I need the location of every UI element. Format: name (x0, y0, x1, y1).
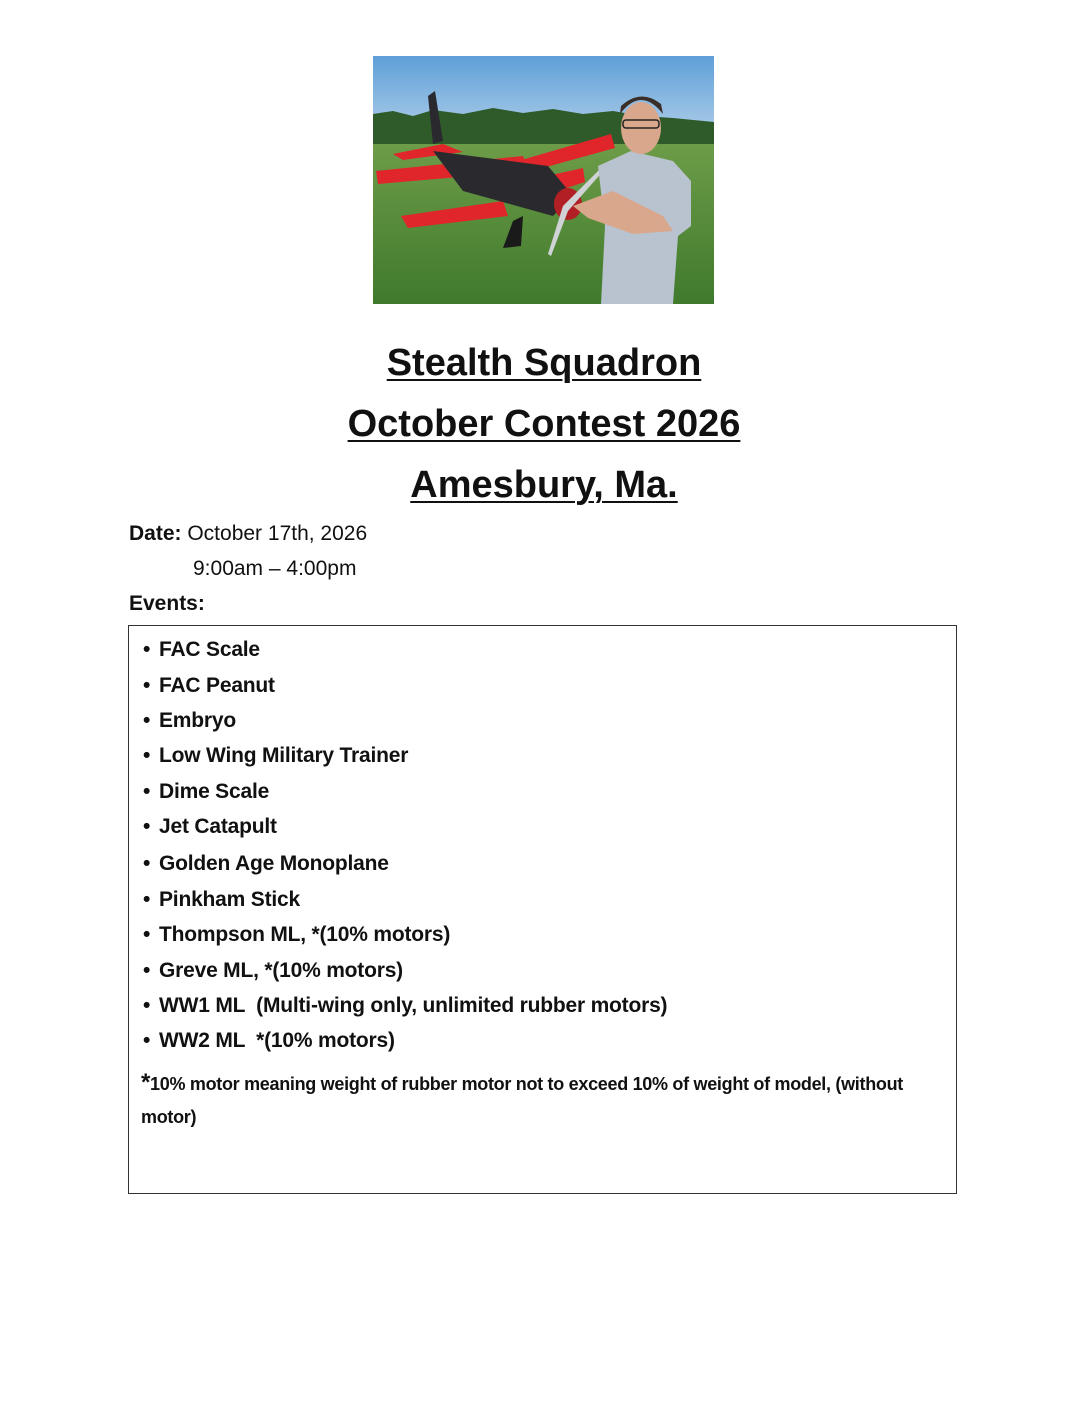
event-label: Low Wing Military Trainer (159, 744, 409, 767)
bullet-icon: • (143, 815, 151, 838)
events-label: Events: (129, 592, 205, 615)
event-item (143, 959, 403, 983)
event-label: Embryo (159, 709, 236, 732)
bullet-icon: • (143, 780, 151, 803)
event-item (143, 815, 277, 839)
event-item (143, 638, 260, 662)
bullet-icon: • (143, 709, 151, 732)
bullet-icon: • (143, 852, 151, 875)
event-item (143, 780, 269, 804)
date-value: October 17th, 2026 (181, 522, 368, 545)
bullet-icon: • (143, 638, 151, 661)
event-label: WW2 ML *(10% motors) (159, 1029, 395, 1052)
bullet-icon: • (143, 888, 151, 911)
event-label: Jet Catapult (159, 815, 277, 838)
event-label: WW1 ML (Multi-wing only, unlimited rubber motors) (159, 994, 668, 1017)
event-item (143, 674, 275, 698)
asterisk-icon: * (141, 1069, 151, 1096)
footnote (141, 1066, 951, 1134)
contest-photo (373, 56, 714, 304)
date-row (129, 522, 367, 546)
photo-illustration (373, 56, 714, 304)
event-item (143, 923, 450, 947)
title-squadron: Stealth Squadron (386, 342, 702, 384)
bullet-icon: • (143, 674, 151, 697)
bullet-icon: • (143, 994, 151, 1017)
event-label: Greve ML, *(10% motors) (159, 959, 403, 982)
event-label: Thompson ML, *(10% motors) (159, 923, 451, 946)
event-label: Dime Scale (159, 780, 270, 803)
event-item (143, 994, 667, 1018)
event-item (143, 852, 389, 876)
event-item (143, 1029, 395, 1053)
event-label: Golden Age Monoplane (159, 852, 389, 875)
bullet-icon: • (143, 923, 151, 946)
event-item (143, 744, 408, 768)
event-label: FAC Peanut (159, 674, 275, 697)
event-item (143, 709, 236, 733)
event-item (143, 888, 300, 912)
bullet-icon: • (143, 744, 151, 767)
bullet-icon: • (143, 959, 151, 982)
title-location: Amesbury, Ma. (410, 464, 678, 506)
events-box (128, 625, 957, 1194)
title-contest: October Contest 2026 (347, 403, 741, 445)
bullet-icon: • (143, 1029, 151, 1052)
event-label: Pinkham Stick (159, 888, 300, 911)
date-label: Date: (129, 522, 182, 545)
footnote-text: 10% motor meaning weight of rubber motor not to exceed 10% of weight of model, (without motor) (141, 1074, 903, 1127)
event-label: FAC Scale (159, 638, 260, 661)
time-value: 9:00am – 4:00pm (193, 557, 357, 580)
